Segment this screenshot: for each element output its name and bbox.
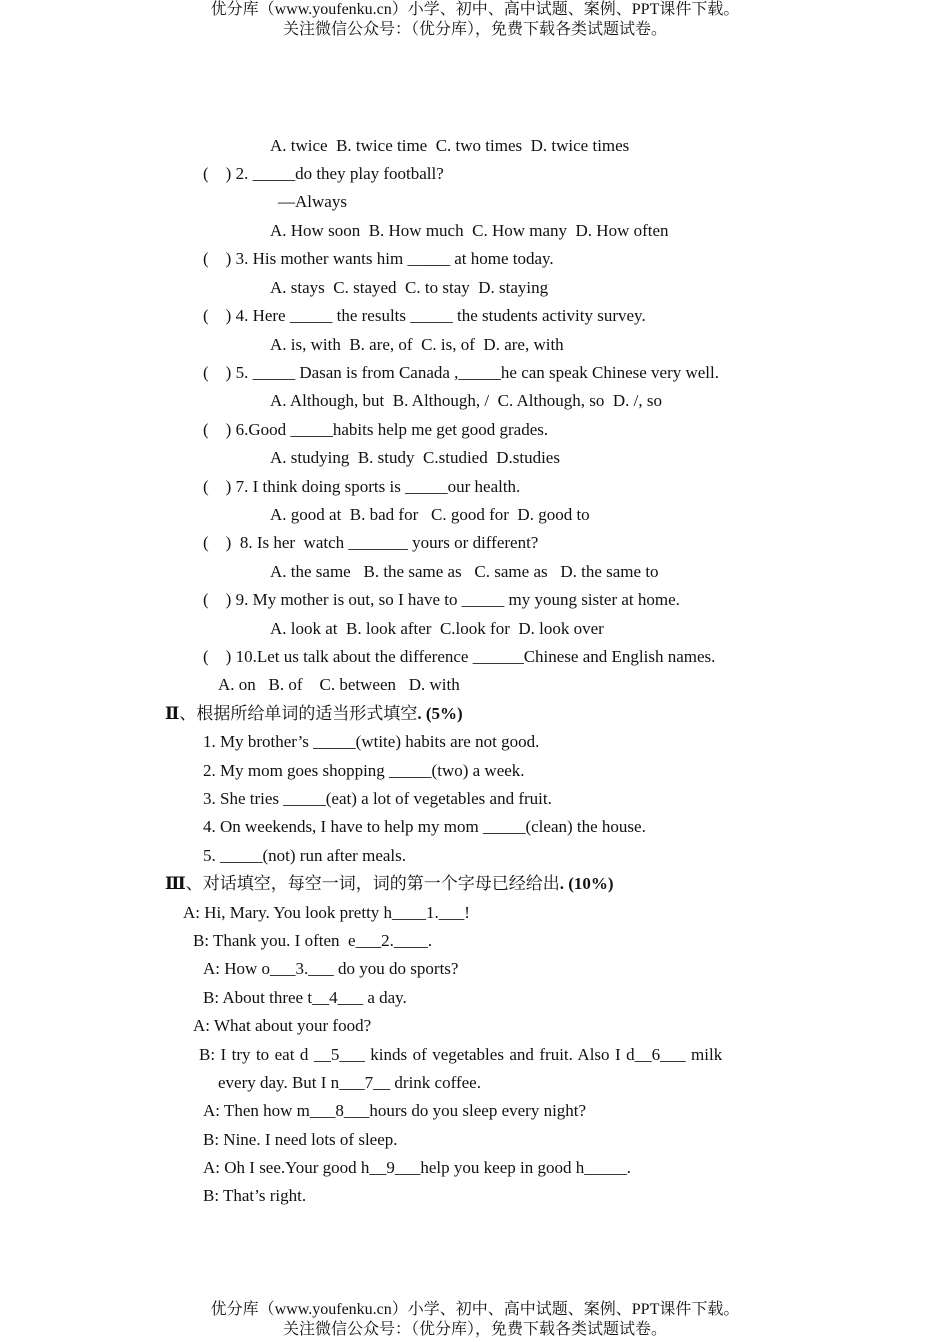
question-2: ( ) 2. _____do they play football? [203,164,444,183]
question-2-answer-hint: —Always [278,192,347,211]
question-6-options: A. studying B. study C.studied D.studies [270,448,560,467]
question-1-options: A. twice B. twice time C. two times D. twice times [270,136,630,155]
fill-item-1: 1. My brother’s _____(wtite) habits are not good. [203,732,540,751]
question-2-options: A. How soon B. How much C. How many D. How often [270,221,669,240]
fill-item-4: 4. On weekends, I have to help my mom _____(clean) the house. [203,817,646,836]
fill-item-3: 3. She tries _____(eat) a lot of vegetables and fruit. [203,789,552,808]
question-4-options: A. is, with B. are, of C. is, of D. are, with [270,335,564,354]
dialogue-line-3: A: How o___3.___ do you do sports? [203,959,459,978]
section-2-title [165,704,463,724]
section-2-number: Ⅱ [165,704,180,723]
section-2-score: . (5%) [417,704,463,723]
section-3-title [165,874,614,894]
fill-item-5: 5. _____(not) run after meals. [203,846,406,865]
question-8-options: A. the same B. the same as C. same as D. the same to [270,562,659,581]
page-header-line-1: 优分库（www.youfenku.cn）小学、初中、高中试题、案例、PPT课件下载。 [210,1,740,18]
dialogue-line-9: A: Oh I see.Your good h__9___help you keep in good h_____. [203,1158,631,1177]
question-4: ( ) 4. Here _____ the results _____ the students activity survey. [203,306,646,325]
page-footer-line-1: 优分库（www.youfenku.cn）小学、初中、高中试题、案例、PPT课件下载。 [210,1301,740,1318]
section-3-instruction: 、对话填空，每空一词，词的第一个字母已经给出 [185,874,560,893]
page-header-line-2: 关注微信公众号：（优分库），免费下载各类试题试卷。 [282,21,667,38]
dialogue-line-6: B: I try to eat d __5___ kinds of vegetables and fruit. Also I d__6___ milk [199,1045,723,1064]
question-5-options: A. Although, but B. Although, / C. Although, so D. /, so [270,391,662,410]
question-7-options: A. good at B. bad for C. good for D. good to [270,505,590,524]
fill-item-2: 2. My mom goes shopping _____(two) a week. [203,761,525,780]
dialogue-line-7: A: Then how m___8___hours do you sleep every night? [203,1101,587,1120]
page-footer-line-2: 关注微信公众号：（优分库），免费下载各类试题试卷。 [282,1321,667,1338]
question-10-options: A. on B. of C. between D. with [218,675,460,694]
section-3-score: . (10%) [559,874,614,893]
question-10: ( ) 10.Let us talk about the difference ______Chinese and English names. [203,647,716,666]
dialogue-line-6-cont: every day. But I n___7__ drink coffee. [218,1073,481,1092]
section-3-number: Ⅲ [165,874,186,893]
question-9-options: A. look at B. look after C.look for D. look over [270,619,604,638]
dialogue-line-8: B: Nine. I need lots of sleep. [203,1130,398,1149]
question-9: ( ) 9. My mother is out, so I have to _____ my young sister at home. [203,590,680,609]
question-5: ( ) 5. _____ Dasan is from Canada ,_____he can speak Chinese very well. [203,363,720,382]
dialogue-line-10: B: That’s right. [203,1186,307,1205]
question-7: ( ) 7. I think doing sports is _____our health. [203,477,521,496]
question-3: ( ) 3. His mother wants him _____ at home today. [203,249,554,268]
dialogue-line-1: A: Hi, Mary. You look pretty h____1.___! [183,903,470,922]
dialogue-line-2: B: Thank you. I often e___2.____. [193,931,433,950]
dialogue-line-4: B: About three t__4___ a day. [203,988,407,1007]
question-3-options: A. stays C. stayed C. to stay D. staying [270,278,549,297]
question-6: ( ) 6.Good _____habits help me get good grades. [203,420,549,439]
dialogue-line-5: A: What about your food? [193,1016,372,1035]
section-2-instruction: 、根据所给单词的适当形式填空 [179,704,418,723]
question-8: ( ) 8. Is her watch _______ yours or different? [203,533,539,552]
